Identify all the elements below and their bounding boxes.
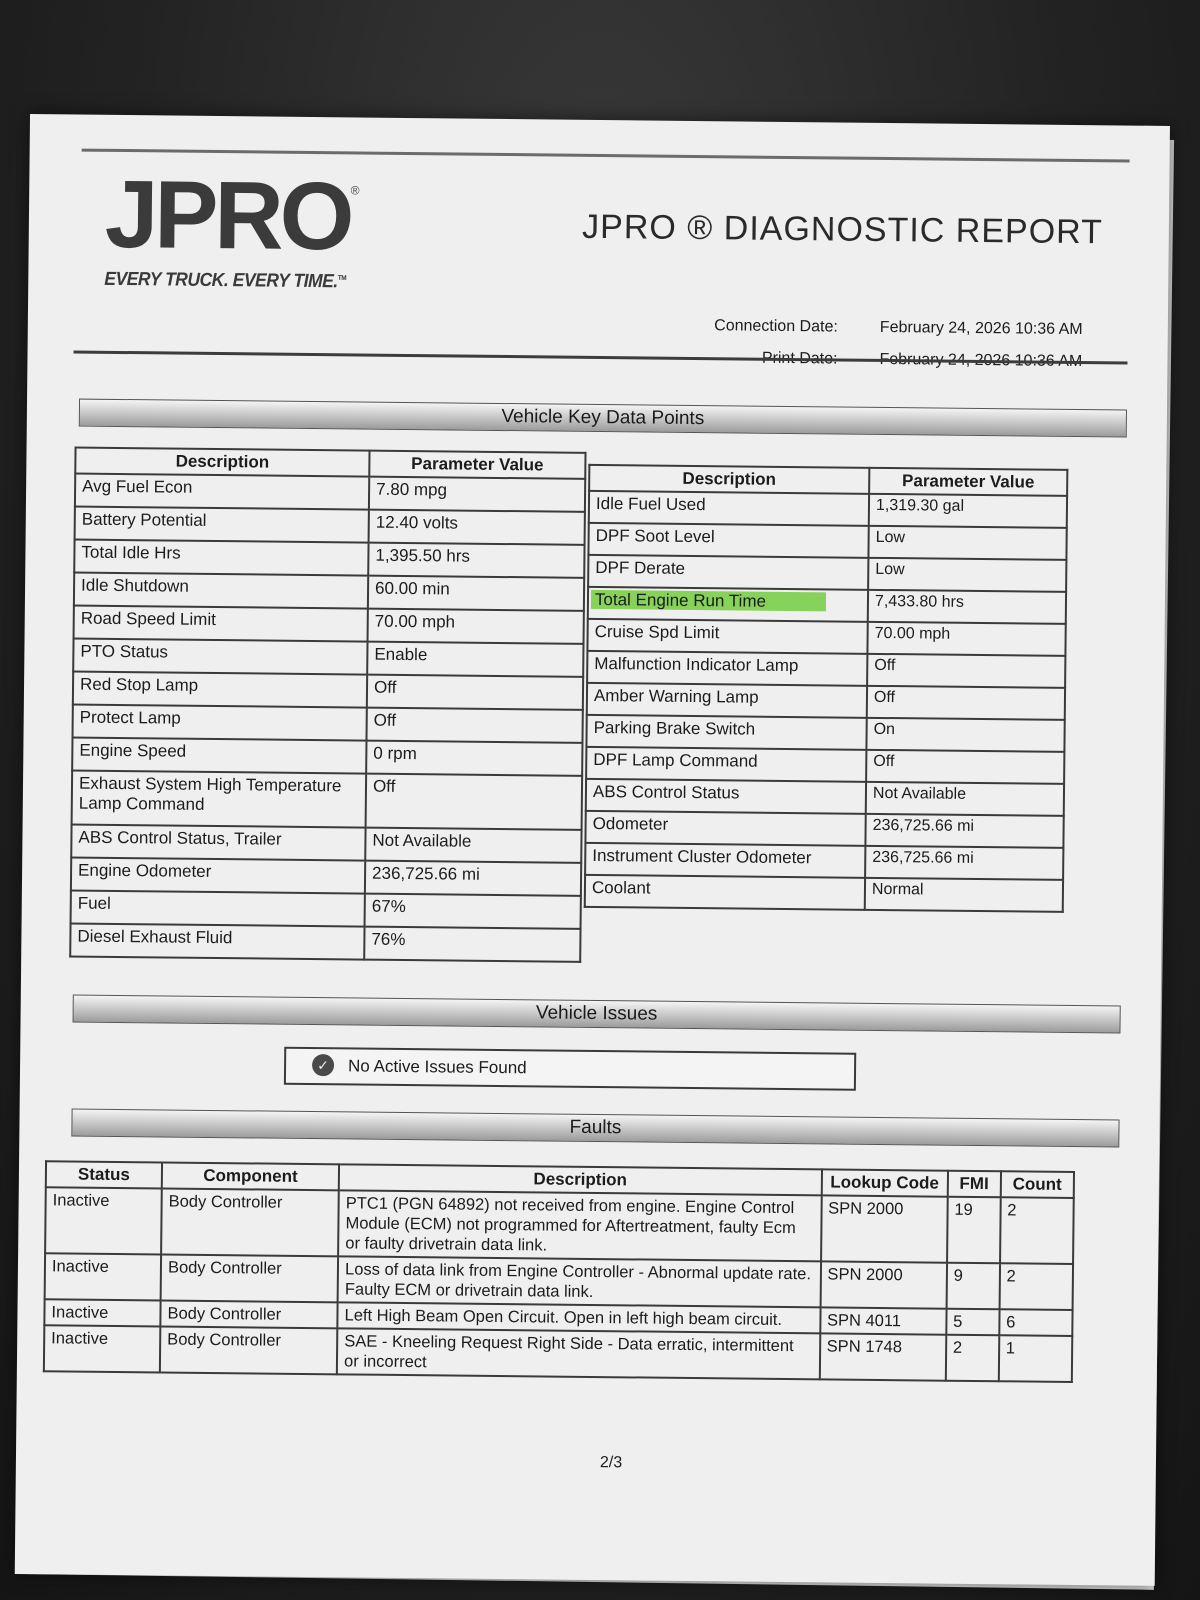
key-data-table-left xyxy=(69,447,586,963)
row-value: 7,433.80 hrs xyxy=(868,590,1066,624)
fault-count: 2 xyxy=(1000,1197,1074,1264)
fault-lookup-code: SPN 4011 xyxy=(820,1307,946,1334)
logo-wordmark: JPRO xyxy=(104,160,351,271)
fault-component: Body Controller xyxy=(161,1188,339,1256)
row-value: Off xyxy=(867,686,1065,720)
table-row xyxy=(588,587,1066,624)
vehicle-issues-section-header: Vehicle Issues xyxy=(73,995,1121,1034)
row-value: Not Available xyxy=(866,782,1064,816)
column-header-lookup-code: Lookup Code xyxy=(821,1169,947,1196)
tagline-text: EVERY TRUCK. EVERY TIME. xyxy=(104,268,338,293)
table-row xyxy=(75,507,585,545)
row-value: 1,395.50 hrs xyxy=(368,543,584,578)
table-row xyxy=(585,811,1063,848)
fault-description: SAE - Kneeling Request Right Side - Data erratic, intermittent or incorrect xyxy=(337,1328,820,1379)
print-date-value xyxy=(879,351,1095,385)
row-description: ABS Control Status, Trailer xyxy=(71,825,365,861)
row-description: Diesel Exhaust Fluid xyxy=(70,923,364,959)
row-description: Idle Fuel Used xyxy=(589,491,869,526)
row-value: Off xyxy=(367,675,583,710)
column-header-description: Description xyxy=(75,448,369,477)
row-description: Red Stop Lamp xyxy=(73,672,367,708)
table-row xyxy=(586,779,1064,816)
table-row xyxy=(586,747,1064,784)
column-header-parameter-value: Parameter Value xyxy=(369,451,585,479)
row-value: Low xyxy=(868,526,1066,560)
row-description: Malfunction Indicator Lamp xyxy=(587,651,867,686)
faults-section-header: Faults xyxy=(71,1109,1119,1148)
table-row xyxy=(44,1325,1072,1382)
row-value: 60.00 min xyxy=(368,576,584,611)
page-number: 2/3 xyxy=(599,1454,623,1472)
row-value: 236,725.66 mi xyxy=(865,814,1063,848)
row-value: 0 rpm xyxy=(366,741,582,776)
row-description: Engine Odometer xyxy=(71,858,365,894)
row-value: 70.00 mph xyxy=(368,609,584,644)
fault-fmi: 5 xyxy=(946,1309,999,1336)
table-row xyxy=(587,651,1065,688)
row-description: DPF Lamp Command xyxy=(586,747,866,782)
row-description: PTO Status xyxy=(73,639,367,675)
table-row xyxy=(45,1187,1074,1264)
table-row xyxy=(585,843,1063,880)
fault-lookup-code: SPN 2000 xyxy=(821,1195,948,1262)
row-value: On xyxy=(866,718,1064,752)
row-value: Not Available xyxy=(365,828,581,863)
row-value: 236,725.66 mi xyxy=(365,861,581,896)
column-header-description: Description xyxy=(589,465,869,494)
fault-description: Left High Beam Open Circuit. Open in left high beam circuit. xyxy=(337,1302,820,1333)
row-description: Engine Speed xyxy=(72,738,366,774)
row-description: Road Speed Limit xyxy=(74,606,368,642)
report-dates xyxy=(687,317,1096,385)
fault-status: Inactive xyxy=(44,1299,160,1326)
table-row xyxy=(587,683,1065,720)
row-value: Low xyxy=(868,558,1066,592)
row-description: Fuel xyxy=(71,891,365,927)
row-description: Instrument Cluster Odometer xyxy=(585,843,865,878)
row-value: 236,725.66 mi xyxy=(865,846,1063,880)
row-value: 76% xyxy=(364,927,580,962)
table-row xyxy=(74,573,584,611)
logo-tagline xyxy=(104,269,346,294)
row-value: Off xyxy=(867,654,1065,688)
connection-date-row xyxy=(688,317,1096,353)
top-rule xyxy=(82,149,1130,163)
row-description: Cruise Spd Limit xyxy=(587,619,867,654)
row-description: Coolant xyxy=(585,875,865,910)
fault-description: Loss of data link from Engine Controller - Abnormal update rate. Faulty ECM or drivetrain data link. xyxy=(338,1256,821,1307)
row-description: Odometer xyxy=(585,811,865,846)
report-title: JPRO ® DIAGNOSTIC REPORT xyxy=(581,207,1104,252)
fault-component: Body Controller xyxy=(160,1300,337,1328)
table-row xyxy=(588,523,1066,560)
issue-status-box xyxy=(284,1047,856,1091)
table-row xyxy=(72,738,582,776)
row-value: 70.00 mph xyxy=(867,622,1065,656)
logo-registered-mark: ® xyxy=(350,183,360,198)
table-row xyxy=(73,672,583,710)
table-row xyxy=(586,715,1064,752)
fault-status: Inactive xyxy=(44,1325,161,1372)
table-row xyxy=(74,606,584,644)
connection-date-label: Connection Date: xyxy=(714,317,838,336)
row-description: Battery Potential xyxy=(75,507,369,543)
row-description: ABS Control Status xyxy=(586,779,866,814)
row-value: Off xyxy=(366,774,583,830)
fault-fmi: 2 xyxy=(946,1335,999,1382)
row-value: 67% xyxy=(365,894,581,929)
faults-table xyxy=(43,1160,1075,1383)
row-value: 7.80 mpg xyxy=(369,477,585,512)
report-page xyxy=(15,114,1170,1586)
table-row xyxy=(585,875,1063,912)
row-value: Enable xyxy=(367,642,583,677)
fault-lookup-code: SPN 1748 xyxy=(819,1333,946,1380)
tagline-tm: TM xyxy=(337,274,347,283)
connection-date-value: February 24, 2026 10:36 AM xyxy=(879,318,1083,339)
row-value: Normal xyxy=(865,878,1063,912)
table-row xyxy=(74,540,584,578)
row-description: Protect Lamp xyxy=(73,705,367,741)
row-description: Exhaust System High Temperature Lamp Command xyxy=(72,771,367,828)
fault-fmi: 9 xyxy=(946,1263,999,1310)
key-data-table-right xyxy=(584,464,1069,913)
row-description: Idle Shutdown xyxy=(74,573,368,609)
table-row xyxy=(71,891,581,929)
table-row xyxy=(588,555,1066,592)
print-date-row xyxy=(687,349,1095,385)
column-header-component: Component xyxy=(162,1162,339,1190)
table-row xyxy=(71,858,581,896)
table-row xyxy=(73,705,583,743)
key-data-section-header: Vehicle Key Data Points xyxy=(79,399,1127,438)
column-header-description: Description xyxy=(339,1164,822,1195)
row-description xyxy=(588,587,868,622)
row-description: Amber Warning Lamp xyxy=(587,683,867,718)
check-circle-icon: ✓ xyxy=(312,1054,334,1076)
fault-status: Inactive xyxy=(45,1253,162,1300)
row-description: DPF Soot Level xyxy=(588,523,868,558)
fault-lookup-code: SPN 2000 xyxy=(820,1261,947,1308)
fault-count: 2 xyxy=(999,1263,1073,1310)
table-row xyxy=(70,923,580,961)
highlighted-description: Total Engine Run Time xyxy=(591,590,826,611)
print-date-label xyxy=(687,349,879,383)
table-row xyxy=(71,825,581,863)
table-row xyxy=(75,474,585,512)
row-value: 1,319.30 gal xyxy=(869,494,1067,528)
table-row xyxy=(589,491,1067,528)
row-description: Avg Fuel Econ xyxy=(75,474,369,510)
table-row xyxy=(72,771,583,830)
fault-description: PTC1 (PGN 64892) not received from engine. Engine Control Module (ECM) not programmed for Aftertreatment, faulty Ecm or faulty drivetrain data link. xyxy=(338,1190,821,1261)
fault-count: 1 xyxy=(999,1335,1073,1382)
row-value: Off xyxy=(866,750,1064,784)
table-row xyxy=(587,619,1065,656)
row-description: DPF Derate xyxy=(588,555,868,590)
row-value: Off xyxy=(366,708,582,743)
fault-component: Body Controller xyxy=(160,1326,338,1374)
column-header-count: Count xyxy=(1000,1171,1074,1198)
fault-component: Body Controller xyxy=(161,1254,339,1302)
table-row xyxy=(73,639,583,677)
column-header-fmi: FMI xyxy=(948,1171,1001,1198)
issue-message: No Active Issues Found xyxy=(347,1056,527,1078)
jpro-logo xyxy=(104,160,368,294)
row-value: 12.40 volts xyxy=(369,510,585,545)
fault-status: Inactive xyxy=(45,1187,162,1254)
row-description: Total Idle Hrs xyxy=(74,540,368,576)
fault-fmi: 19 xyxy=(947,1197,1001,1264)
column-header-parameter-value: Parameter Value xyxy=(869,468,1067,496)
column-header-status: Status xyxy=(46,1161,162,1188)
row-description: Parking Brake Switch xyxy=(586,715,866,750)
fault-count: 6 xyxy=(999,1309,1073,1336)
